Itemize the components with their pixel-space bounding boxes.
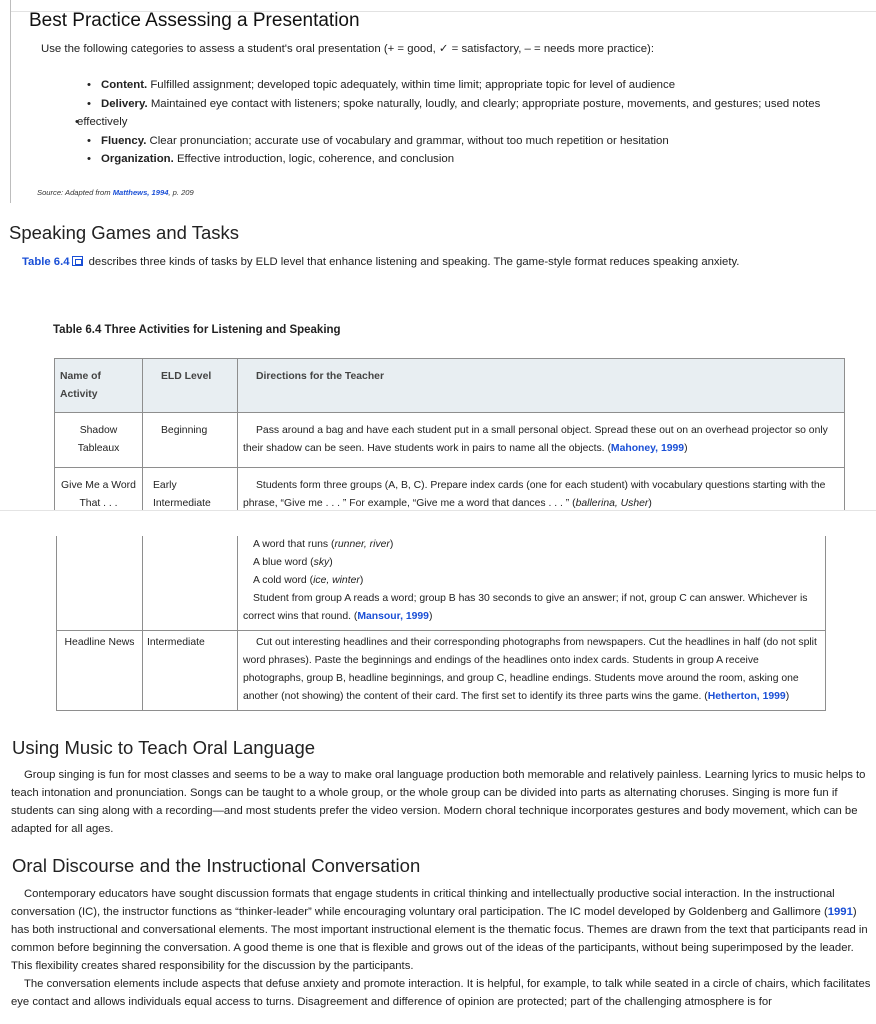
item-term: Fluency. — [101, 134, 147, 147]
activities-table-continued — [56, 536, 826, 711]
activity-name: Headline News — [57, 631, 143, 711]
table-row — [57, 631, 826, 711]
eld-level: Intermediate — [143, 631, 238, 711]
discourse-heading: Oral Discourse and the Instructional Conversation — [12, 855, 421, 876]
speaking-paragraph: Table 6.4 describes three kinds of tasks by ELD level that enhance listening and speaking. The game-style format reduces speaking anxiety. — [22, 256, 740, 268]
table-6-4-link[interactable]: Table 6.4 — [22, 256, 70, 268]
activity-name: Give Me a Word That . . . — [55, 468, 143, 521]
item-term: Delivery. — [101, 97, 148, 110]
eld-level: Early Intermediate — [143, 468, 238, 521]
box-title: Best Practice Assessing a Presentation — [29, 10, 360, 31]
directions-continued: A word that runs (runner, river) A blue word (sky) A cold word (ice, winter) Student from group A reads a word; group B has 30 seconds to give an answer; if not, group C can answer. Whichever is correct wins that round. (Mansour, 1999) — [238, 536, 826, 631]
table-row — [57, 536, 826, 631]
activities-table — [54, 358, 845, 521]
item-term: Organization. — [101, 153, 174, 165]
discourse-paragraph-1: Contemporary educators have sought discussion formats that engage students in critical thinking and intellectually productive social interaction. In the instructional conversation (IC), the instructor functions as “thinker-leader” while encouraging voluntary oral participation. The IC model developed by Goldenberg and Gallimore (1991) has both instructional and conversational elements. The most important instructional element is the thematic focus. Themes are drawn from the text that participants read in common before beginning the conversation. A good theme is one that is flexible and grows out of the ideas of the participants, without being superimposed by the leader. This flexibility creates shared responsibility for the discussion by the participants. — [11, 888, 868, 972]
list-item: • Organization. Effective introduction, logic, coherence, and conclusion — [89, 150, 876, 169]
empty-cell — [57, 536, 143, 631]
discourse-paragraph-2: The conversation elements include aspects that defuse anxiety and promote interaction. It is helpful, for example, to talk while seated in a circle of chairs, which facilitates eye contact and allows individuals equal access to turns. Disagreement and difference of opinion are protected; part of the challenging atmosphere is for — [11, 978, 871, 1008]
open-table-icon[interactable] — [72, 256, 83, 266]
directions: Students form three groups (A, B, C). Prepare index cards (one for each student) with vocabulary questions starting with the phrase, “Give me . . . ” For example, “Give me a word that dances . . . ” (ballerina, Usher) — [238, 468, 845, 521]
eld-level: Beginning — [143, 413, 238, 468]
table-row — [55, 413, 845, 468]
list-item: • Content. Fulfilled assignment; developed topic adequately, within time limit; appropriate topic for level of audience — [89, 76, 876, 95]
item-term: Content. — [101, 79, 148, 91]
column-header: ELD Level — [143, 359, 238, 413]
column-header: Name of Activity — [55, 359, 143, 413]
source-link[interactable]: Matthews, 1994 — [112, 188, 169, 197]
activity-name: Shadow Tableaux — [55, 413, 143, 468]
assessment-list — [77, 76, 876, 169]
directions: Pass around a bag and have each student put in a small personal object. Spread these out on an overhead projector so only their shadow can be seen. Have students work in pairs to name all the objects. (Mahoney, 1999) — [238, 413, 845, 468]
source-note: Source: Adapted from Matthews, 1994, p. 209 — [37, 188, 194, 197]
box-intro: Use the following categories to assess a student's oral presentation (+ = good, ✓ = satisfactory, – = needs more practice): — [41, 43, 655, 55]
list-item-continuation: • effectively — [77, 113, 876, 132]
music-heading: Using Music to Teach Oral Language — [12, 737, 316, 758]
empty-cell — [143, 536, 238, 631]
best-practice-box — [10, 0, 876, 203]
citation-link[interactable]: Mansour, 1999 — [357, 611, 429, 622]
table-header-row — [55, 359, 845, 413]
speaking-heading: Speaking Games and Tasks — [9, 222, 240, 243]
list-item: • Fluency. Clear pronunciation; accurate use of vocabulary and grammar, without too much repetition or hesitation — [89, 132, 876, 151]
gallimore-1991-link[interactable]: 1991 — [827, 906, 853, 918]
page-break — [0, 510, 876, 536]
table-caption: Table 6.4 Three Activities for Listening and Speaking — [53, 324, 341, 336]
column-header: Directions for the Teacher — [238, 359, 845, 413]
citation-link[interactable]: Hetherton, 1999 — [707, 691, 786, 702]
music-paragraph: Group singing is fun for most classes and seems to be a way to make oral language production both memorable and relatively painless. Learning lyrics to music helps to teach intonation and pronunciation. Songs can be taught to a whole group, or the whole group can be divided into parts as alternating choruses. Singing is more fun if students can sing along with a recording—and most students prefer the video version. Modern choral technique incorporates gestures and body movement, which can be adapted for all ages. — [11, 769, 866, 835]
citation-link[interactable]: Mahoney, 1999 — [610, 443, 685, 454]
directions: Cut out interesting headlines and their corresponding photographs from newspapers. Cut the headlines in half (do not split word phrases). Paste the beginnings and endings of the headlines onto index cards. Students in group A receive photographs, group B, headline beginnings, and group C, headline endings. Students move around the room, asking one another (not showing) the content of their card. The first set to identify its three parts wins the game. (Hetherton, 1999) — [238, 631, 826, 711]
list-item: • Delivery. Maintained eye contact with listeners; spoke naturally, loudly, and clearly; appropriate posture, movements, and gestures; used notes — [89, 95, 876, 114]
